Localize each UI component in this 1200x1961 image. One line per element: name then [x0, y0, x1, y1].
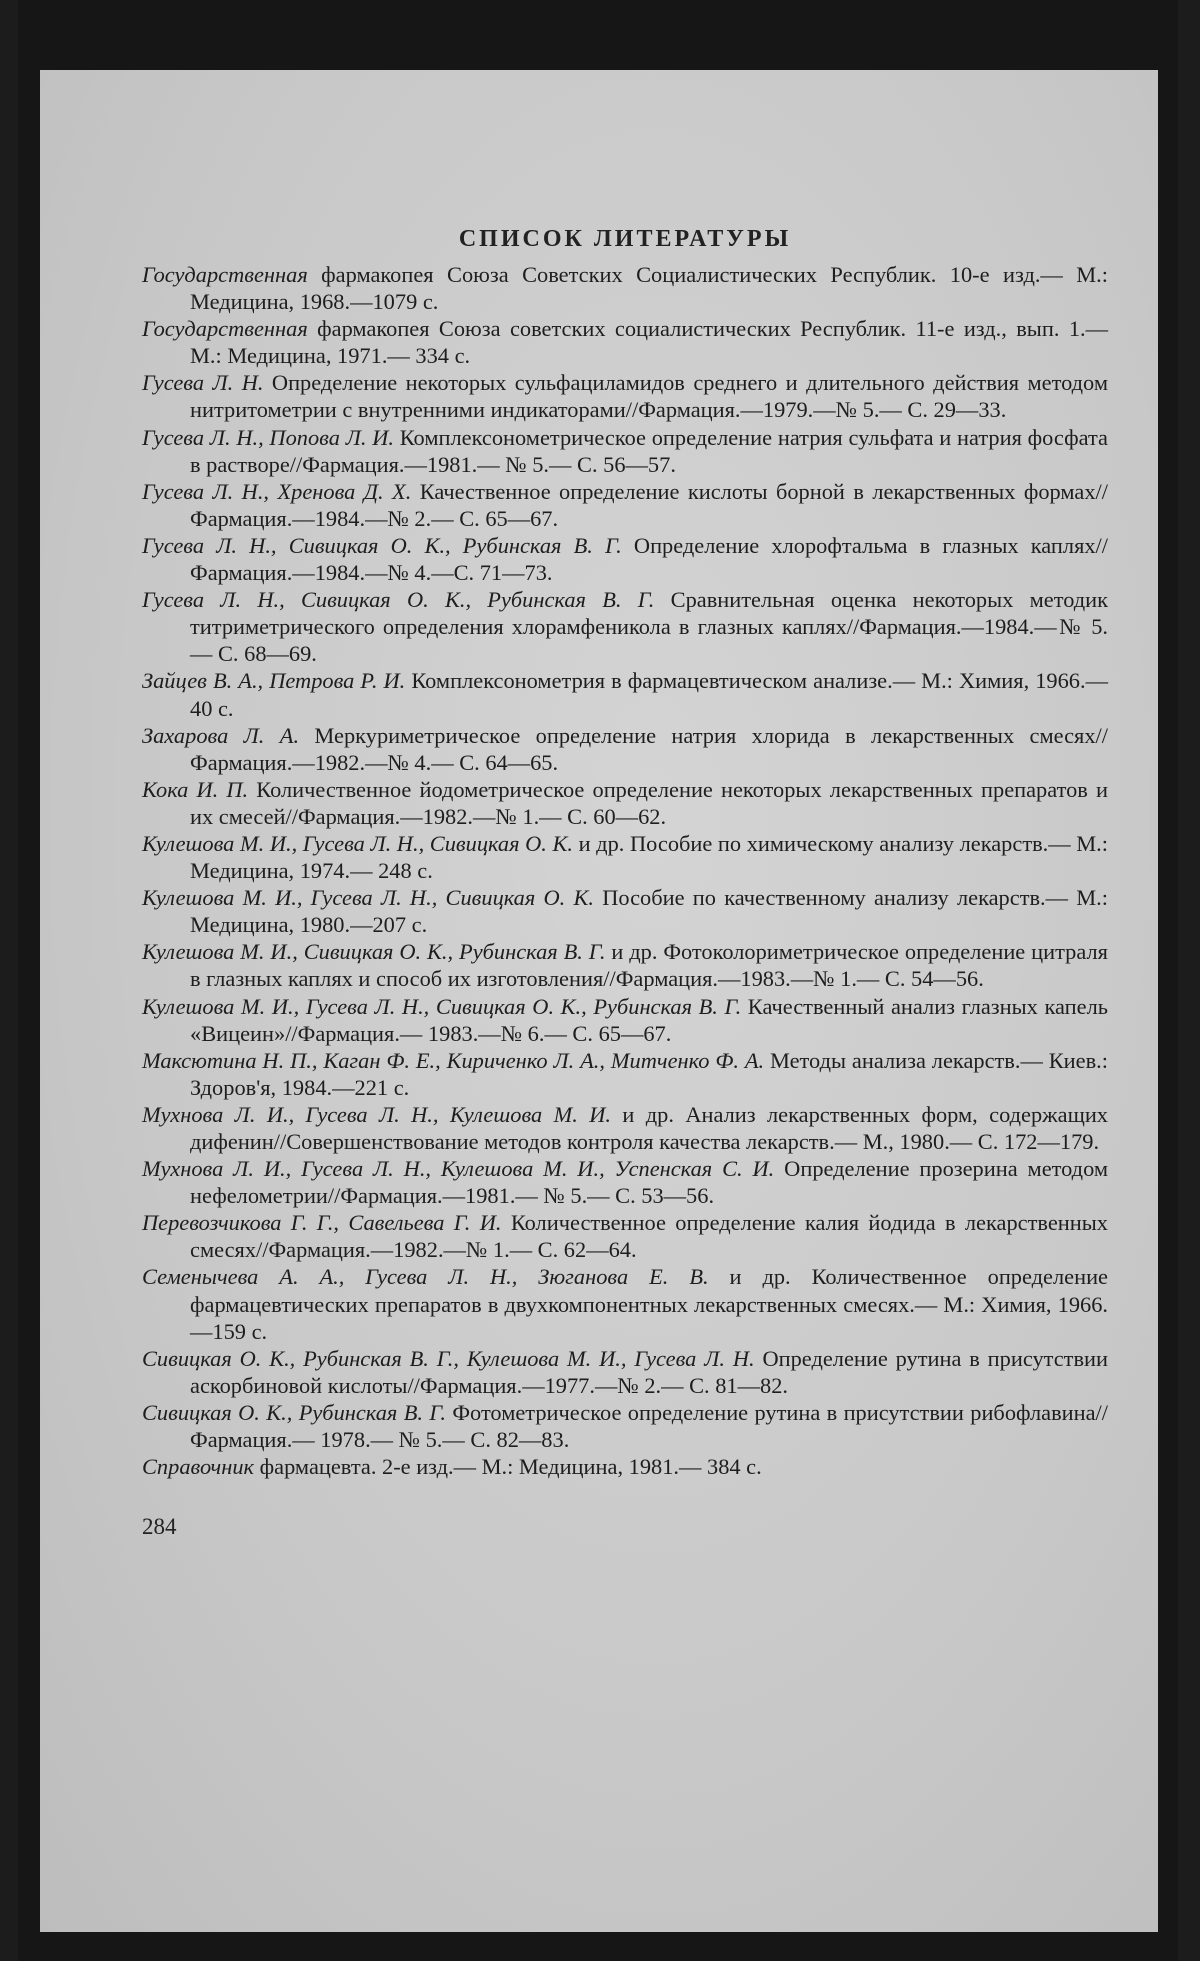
- reference-authors: Мухнова Л. И., Гусева Л. Н., Кулешова М. И., Успенская С. И.: [142, 1156, 775, 1182]
- section-heading: СПИСОК ЛИТЕРАТУРЫ: [458, 226, 792, 252]
- reference-text: и др. Количественное определение фармацевтических препаратов в двухкомпонентных лекарственных смесях.— М.: Химия, 1966.—159 с.: [190, 1264, 1108, 1344]
- reference-text: Количественное определение калия йодида в лекарственных смесях//Фармация.—1982.—№ 1.— С. 62—64.: [190, 1210, 1108, 1263]
- reference-authors: Кулешова М. И., Сивицкая О. К., Рубинская В. Г.: [142, 939, 606, 965]
- reference-entry: [142, 830, 1108, 884]
- page-body: [142, 160, 1108, 1540]
- scan-background: [18, 0, 1178, 1961]
- reference-entry: [142, 884, 1108, 938]
- reference-text: Качественное определение кислоты борной в лекарственных формах//Фармация.—1984.—№ 2.— С. 65—67.: [190, 478, 1108, 531]
- book-page: [40, 70, 1158, 1932]
- reference-authors: Гусева Л. Н., Сивицкая О. К., Рубинская В. Г.: [142, 587, 655, 613]
- reference-entry: [142, 424, 1108, 478]
- reference-authors: Кулешова М. И., Гусева Л. Н., Сивицкая О. К.: [142, 885, 594, 911]
- reference-text: Сравнительная оценка некоторых методик титриметрического определения хлорамфеникола в глазных каплях//Фармация.—1984.—№ 5.— С. 68—69.: [190, 587, 1108, 667]
- reference-authors: Кулешова М. И., Гусева Л. Н., Сивицкая О. К.: [142, 830, 573, 856]
- reference-text: фармацевта. 2-е изд.— М.: Медицина, 1981.— 384 с.: [254, 1454, 762, 1480]
- reference-authors: Перевозчикова Г. Г., Савельева Г. И.: [142, 1210, 502, 1236]
- reference-entry: [142, 315, 1108, 369]
- reference-entry: [142, 1263, 1108, 1344]
- reference-entry: [142, 1047, 1108, 1101]
- reference-authors: Кока И. П.: [142, 776, 249, 802]
- reference-entry: [142, 261, 1108, 315]
- reference-text: Методы анализа лекарств.— Киев.: Здоров'я, 1984.—221 с.: [190, 1047, 1108, 1100]
- page-number: 284: [142, 1514, 177, 1540]
- reference-entry: [142, 993, 1108, 1047]
- reference-entry: [142, 478, 1108, 532]
- reference-text: Комплексонометрия в фармацевтическом анализе.— М.: Химия, 1966.—40 с.: [190, 668, 1108, 721]
- reference-entry: [142, 1209, 1108, 1263]
- reference-text: и др. Анализ лекарственных форм, содержащих дифенин//Совершенствование методов контроля качества лекарств.— М., 1980.— С. 172—179.: [190, 1101, 1108, 1154]
- reference-list: [142, 261, 1108, 1480]
- reference-entry: [142, 1345, 1108, 1399]
- reference-text: Определение прозерина методом нефелометрии//Фармация.—1981.— № 5.— С. 53—56.: [190, 1156, 1109, 1209]
- reference-text: и др. Фотоколориметрическое определение цитраля в глазных каплях и способ их изготовления//Фармация.—1983.—№ 1.— С. 54—56.: [190, 939, 1108, 992]
- reference-entry: [142, 1453, 1108, 1480]
- reference-authors: Государственная: [142, 262, 308, 287]
- reference-entry: [142, 776, 1108, 830]
- reference-text: фармакопея Союза Советских Социалистических Республик. 10-е изд.— М.: Медицина, 1968.—1079 с.: [190, 262, 1108, 315]
- reference-authors: Гусева Л. Н., Попова Л. И.: [142, 424, 394, 450]
- reference-authors: Захарова Л. А.: [142, 722, 300, 748]
- reference-authors: Гусева Л. Н., Сивицкая О. К., Рубинская В. Г.: [142, 532, 622, 558]
- reference-text: Пособие по качественному анализу лекарств.— М.: Медицина, 1980.—207 с.: [190, 885, 1108, 938]
- reference-authors: Зайцев В. А., Петрова Р. И.: [142, 668, 406, 694]
- reference-text: и др. Пособие по химическому анализу лекарств.— М.: Медицина, 1974.— 248 с.: [190, 830, 1108, 884]
- reference-authors: Сивицкая О. К., Рубинская В. Г., Кулешова М. И., Гусева Л. Н.: [142, 1345, 755, 1371]
- reference-authors: Гусева Л. Н., Хренова Д. Х.: [142, 478, 412, 504]
- reference-text: Комплексонометрическое определение натрия сульфата и натрия фосфата в растворе//Фармация.—1981.— № 5.— С. 56—57.: [190, 424, 1108, 477]
- reference-authors: Кулешова М. И., Гусева Л. Н., Сивицкая О. К., Рубинская В. Г.: [142, 993, 742, 1019]
- reference-authors: Справочник: [142, 1454, 255, 1480]
- reference-text: фармакопея Союза советских социалистических Республик. 11-е изд., вып. 1.— М.: Медицина, 1971.— 334 с.: [190, 316, 1108, 369]
- reference-authors: Государственная: [142, 316, 308, 342]
- reference-entry: [142, 1101, 1108, 1155]
- reference-entry: [142, 369, 1108, 423]
- reference-entry: [142, 1155, 1108, 1209]
- reference-authors: Максютина Н. П., Каган Ф. Е., Кириченко Л. А., Митченко Ф. А.: [142, 1047, 765, 1073]
- reference-authors: Мухнова Л. И., Гусева Л. Н., Кулешова М. И.: [142, 1101, 612, 1127]
- reference-entry: [142, 586, 1108, 667]
- reference-entry: [142, 938, 1108, 992]
- reference-authors: Семенычева А. А., Гусева Л. Н., Зюганова Е. В.: [142, 1264, 709, 1290]
- reference-authors: Гусева Л. Н.: [142, 370, 264, 396]
- reference-text: Количественное йодометрическое определение некоторых лекарственных препаратов и их смесей//Фармация.—1982.—№ 1.— С. 60—62.: [190, 776, 1108, 829]
- reference-authors: Сивицкая О. К., Рубинская В. Г.: [142, 1399, 446, 1425]
- reference-entry: [142, 722, 1108, 776]
- reference-text: Определение рутина в присутствии аскорбиновой кислоты//Фармация.—1977.—№ 2.— С. 81—82.: [190, 1345, 1108, 1398]
- reference-text: Меркуриметрическое определение натрия хлорида в лекарственных смесях//Фармация.—1982.—№ 4.— С. 64—65.: [190, 722, 1108, 775]
- reference-entry: [142, 532, 1108, 586]
- reference-entry: [142, 667, 1108, 721]
- reference-text: Фотометрическое определение рутина в присутствии рибофлавина//Фармация.— 1978.— № 5.— С. 82—83.: [190, 1399, 1108, 1453]
- reference-text: Качественный анализ глазных капель «Вицеин»//Фармация.— 1983.—№ 6.— С. 65—67.: [190, 993, 1108, 1046]
- reference-text: Определение хлорофтальма в глазных каплях//Фармация.—1984.—№ 4.—С. 71—73.: [190, 532, 1109, 586]
- reference-entry: [142, 1399, 1108, 1453]
- reference-text: Определение некоторых сульфациламидов среднего и длительного действия методом нитритометрии с внутренними индикаторами//Фармация.—1979.—№ 5.— С. 29—33.: [190, 370, 1108, 423]
